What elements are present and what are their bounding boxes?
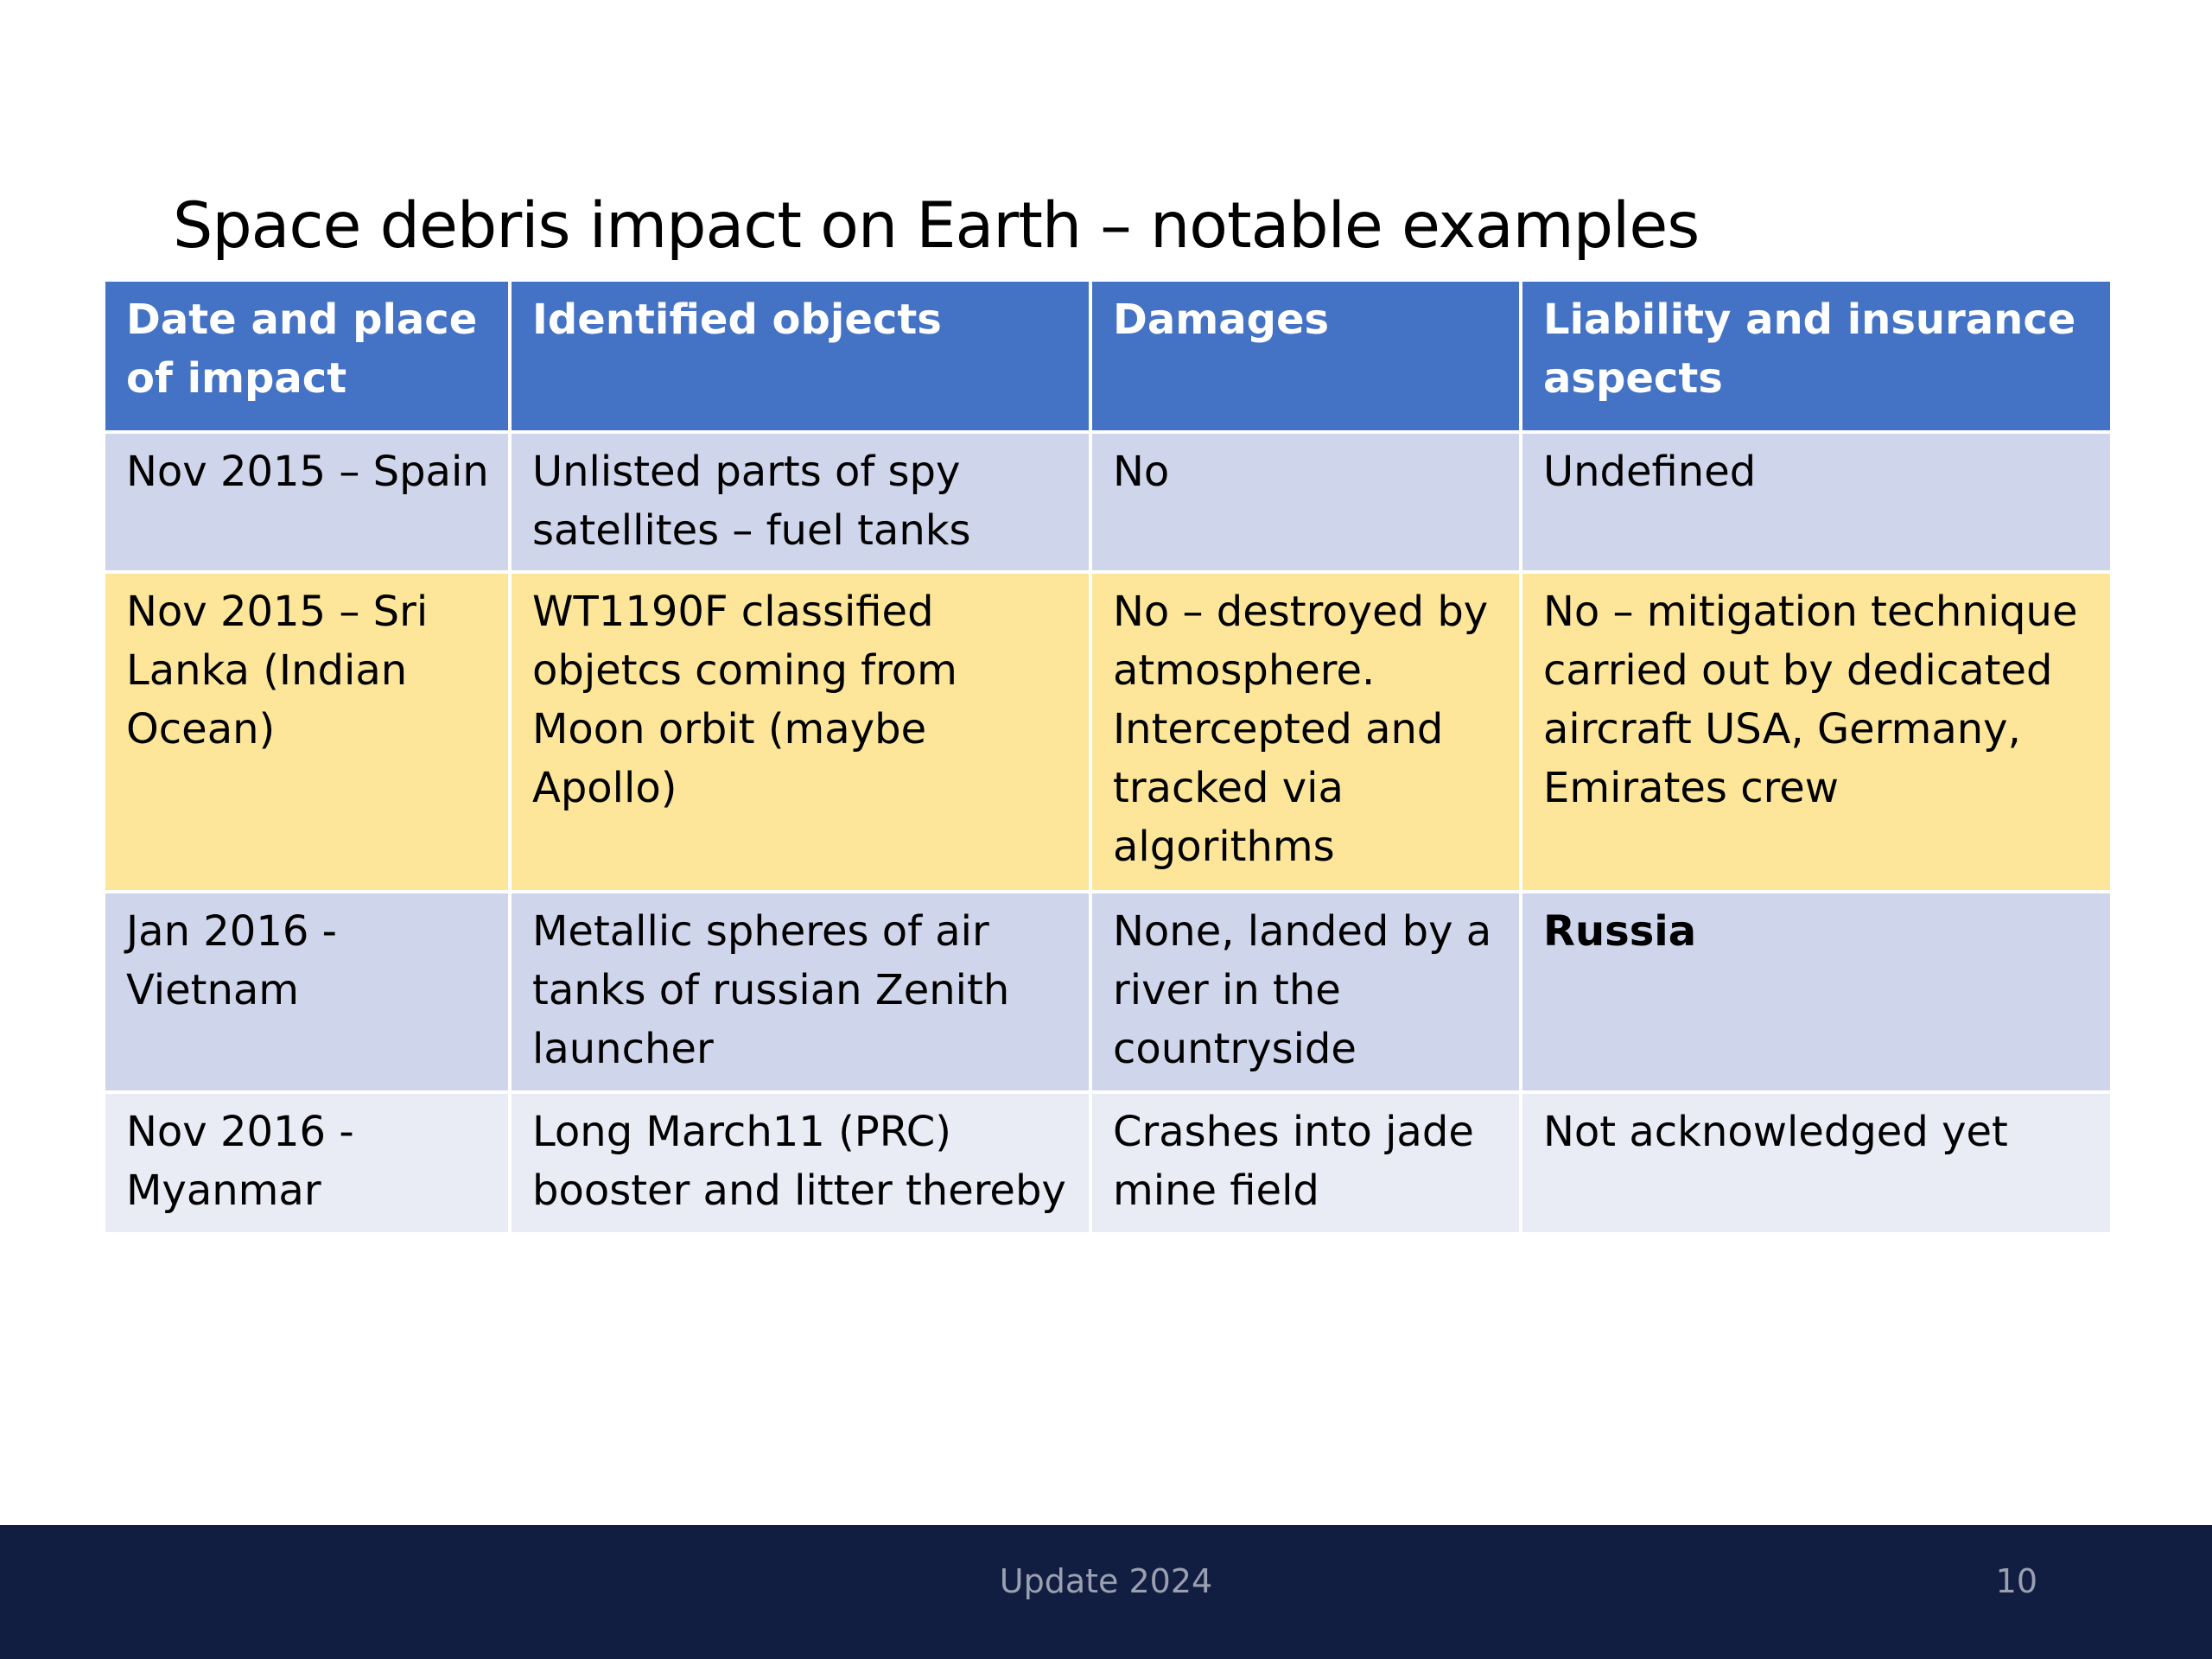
cell-damages: None, landed by a river in the countryside <box>1090 892 1521 1092</box>
debris-impact-table <box>102 278 2113 1236</box>
cell-damages: No – destroyed by atmosphere. Intercepted and tracked via algorithms <box>1090 572 1521 892</box>
cell-identified-objects: WT1190F classified objetcs coming from Moon orbit (maybe Apollo) <box>510 572 1090 892</box>
header-liability: Liability and insurance aspects <box>1521 280 2112 432</box>
cell-identified-objects: Long March11 (PRC) booster and litter thereby <box>510 1092 1090 1234</box>
cell-identified-objects: Metallic spheres of air tanks of russian Zenith launcher <box>510 892 1090 1092</box>
table-row <box>104 432 2112 572</box>
page-number: 10 <box>1995 1562 2037 1600</box>
cell-liability: Russia <box>1521 892 2112 1092</box>
table-row <box>104 572 2112 892</box>
footer-text: Update 2024 <box>999 1562 1213 1600</box>
cell-identified-objects: Unlisted parts of spy satellites – fuel tanks <box>510 432 1090 572</box>
table-header-row <box>104 280 2112 432</box>
cell-liability: No – mitigation technique carried out by dedicated aircraft USA, Germany, Emirates crew <box>1521 572 2112 892</box>
cell-date-place: Nov 2015 – Sri Lanka (Indian Ocean) <box>104 572 510 892</box>
table-row <box>104 1092 2112 1234</box>
cell-liability: Undefined <box>1521 432 2112 572</box>
cell-date-place: Nov 2016 - Myanmar <box>104 1092 510 1234</box>
cell-damages: Crashes into jade mine field <box>1090 1092 1521 1234</box>
table-row <box>104 892 2112 1092</box>
cell-damages: No <box>1090 432 1521 572</box>
header-date-place: Date and place of impact <box>104 280 510 432</box>
header-identified-objects: Identified objects <box>510 280 1090 432</box>
header-damages: Damages <box>1090 280 1521 432</box>
cell-liability: Not acknowledged yet <box>1521 1092 2112 1234</box>
cell-date-place: Nov 2015 – Spain <box>104 432 510 572</box>
slide-title: Space debris impact on Earth – notable examples <box>173 189 1700 263</box>
cell-date-place: Jan 2016 - Vietnam <box>104 892 510 1092</box>
